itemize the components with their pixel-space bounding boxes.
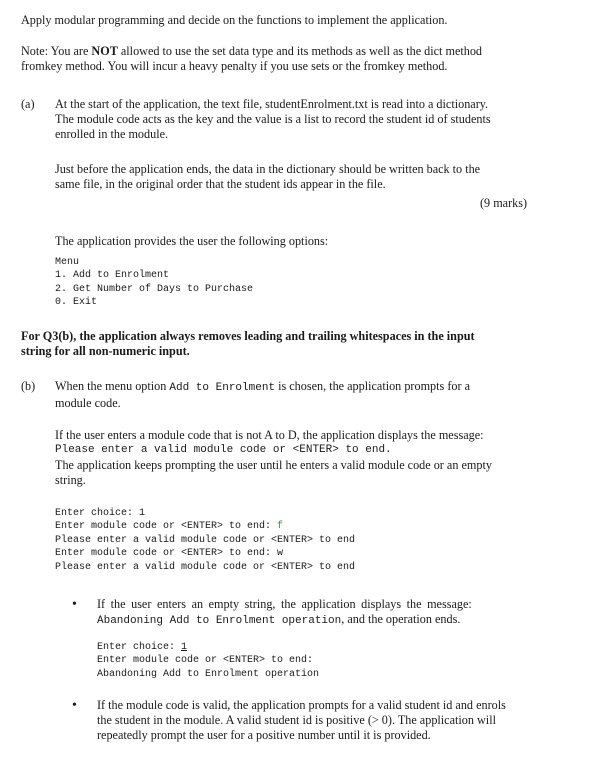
bullet-icon: • — [72, 597, 77, 612]
bullet-1-line: If the user enters an empty string, the application displays the message: — [97, 597, 472, 611]
console-line: Please enter a valid module code or <ENTER> to end — [55, 561, 356, 573]
note-line2: fromkey method. You will incur a heavy penalty if you use sets or the fromkey method. — [21, 59, 448, 73]
abandon-message-code: Abandoning Add to Enrolment operation — [97, 615, 342, 627]
menu-title: Menu — [55, 257, 80, 268]
part-a-p1-line: enrolled in the module. — [55, 127, 169, 141]
part-a-p1-line: The module code acts as the key and the value is a list to record the student id of students — [55, 112, 491, 126]
q3b-note-line: For Q3(b), the application always removes leading and trailing whitespaces in the input — [21, 329, 475, 343]
bullet-2-line: If the module code is valid, the application prompts for a valid student id and enrols — [97, 698, 506, 712]
console-user-input: f — [277, 521, 284, 533]
menu-option: 2. Get Number of Days to Purchase — [55, 283, 254, 295]
console-line: Please enter a valid module code or <ENTER> to end — [55, 534, 356, 546]
part-b-p2-line: string. — [55, 473, 86, 487]
bullet-2-text — [97, 698, 506, 743]
part-b-paragraph-2 — [55, 428, 492, 488]
bullet-1-suffix: , and the operation ends. — [341, 612, 461, 626]
menu-option-code: Add to Enrolment — [169, 382, 276, 394]
part-a-p2-line: same file, in the original order that the student ids appear in the file. — [55, 177, 386, 191]
part-a-paragraph-2 — [55, 162, 480, 192]
options-intro: The application provides the user the following options: — [55, 234, 329, 248]
bullet-2-line: the student in the module. A valid student id is positive (> 0). The application will — [97, 713, 496, 727]
q3b-note-line: string for all non-numeric input. — [21, 344, 190, 358]
part-a-label: (a) — [21, 97, 35, 111]
part-b-p1-prefix: When the menu option — [55, 379, 170, 393]
error-message-code: Please enter a valid module code or <ENTER> to end. — [55, 444, 392, 456]
part-b-p1-suffix: is chosen, the application prompts for a — [275, 379, 470, 393]
console-session-2 — [97, 641, 319, 681]
note-not-emphasis: NOT — [91, 44, 118, 58]
part-b-p1-line2: module code. — [55, 396, 121, 410]
menu-listing — [55, 256, 253, 310]
bullet-icon: • — [72, 698, 77, 713]
menu-option: 1. Add to Enrolment — [55, 270, 170, 282]
console-line: Enter choice: 1 — [55, 508, 146, 519]
marks-label: (9 marks) — [480, 196, 528, 210]
bullet-2-line: repeatedly prompt the user for a positive number until it is provided. — [97, 728, 431, 742]
console-session-1 — [55, 507, 355, 574]
q3b-note — [21, 329, 475, 359]
console-prompt: Enter choice: — [97, 642, 182, 653]
console-line: Enter module code or <ENTER> to end: w — [55, 548, 284, 560]
part-b-p2-line: The application keeps prompting the user until he enters a valid module code or an empty — [55, 458, 492, 472]
console-line: Enter module code or <ENTER> to end: — [97, 655, 314, 667]
note-prefix: Note: You are — [21, 44, 92, 58]
console-line: Abandoning Add to Enrolment operation — [97, 668, 320, 680]
console-prompt: Enter module code or <ENTER> to end: — [55, 521, 278, 533]
note-paragraph — [21, 44, 482, 74]
menu-option: 0. Exit — [55, 297, 98, 309]
intro-text: Apply modular programming and decide on the functions to implement the application. — [21, 13, 448, 27]
part-a-p2-line: Just before the application ends, the data in the dictionary should be written back to the — [55, 162, 481, 176]
part-b-label: (b) — [21, 379, 36, 393]
part-a-paragraph-1 — [55, 97, 491, 142]
note-line1-rest: allowed to use the set data type and its methods as well as the dict method — [117, 44, 483, 58]
console-user-input: 1 — [181, 642, 188, 653]
part-a-p1-line: At the start of the application, the text file, studentEnrolment.txt is read into a dictionary. — [55, 97, 489, 111]
bullet-1-text — [97, 597, 557, 629]
part-b-p2-line: If the user enters a module code that is not A to D, the application displays the message: — [55, 428, 484, 442]
part-b-paragraph-1 — [55, 379, 470, 411]
